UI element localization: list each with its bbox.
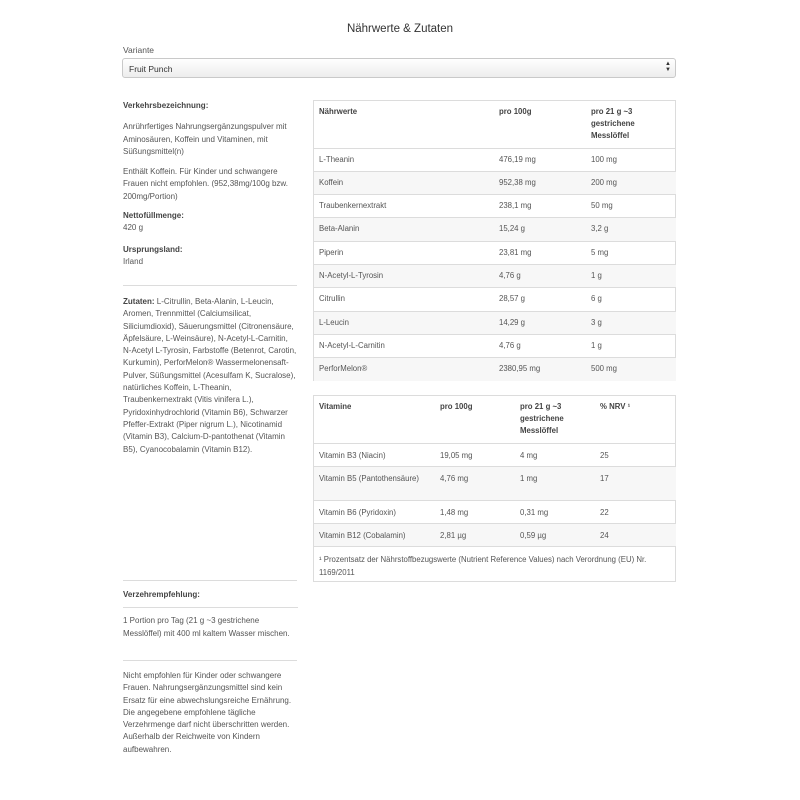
table-cell: L-Theanin [314, 148, 494, 171]
table-cell: Koffein [314, 171, 494, 194]
col-header: pro 100g [499, 107, 532, 116]
netto-value: 420 g [123, 223, 144, 233]
table-cell: Vitamin B5 (Pantothensäure) [314, 466, 435, 500]
table-cell: 25 [595, 443, 676, 466]
table-cell: 238,1 mg [494, 195, 586, 218]
table-cell: 952,38 mg [494, 171, 586, 194]
table-row [314, 218, 676, 241]
table-cell: 4,76 g [494, 334, 586, 357]
table-cell: Piperin [314, 241, 494, 264]
table-cell: 0,59 µg [515, 523, 595, 546]
vitamine-table [314, 395, 676, 583]
ursprung-value: Irland [123, 256, 144, 266]
table-cell: Beta-Alanin [314, 218, 494, 241]
hinweis-text: Nicht empfohlen für Kinder oder schwangere Frauen. Nahrungsergänzungsmittel sind kein Ersatz für eine abwechslungsreiche Ernährung. Die angegebene empfohlene tägliche Verzehrmenge darf nicht überschritten werden. Außerhalb der Reichweite von Kindern aufbewahren. [123, 671, 292, 754]
netto-heading: Nettofüllmenge: [123, 211, 184, 221]
table-cell: 2,81 µg [435, 523, 515, 546]
table-cell: 476,19 mg [494, 148, 586, 171]
table-cell: 22 [595, 500, 676, 523]
table-cell: Citrullin [314, 288, 494, 311]
table-cell: PerforMelon® [314, 358, 494, 381]
table-cell: 500 mg [586, 358, 676, 381]
table-cell: Traubenkernextrakt [314, 195, 494, 218]
product-info-column [123, 100, 298, 268]
table-cell: 4 mg [515, 443, 595, 466]
footnote-row [314, 546, 676, 583]
table-cell: 1 g [586, 334, 676, 357]
table-cell: N-Acetyl-L-Carnitin [314, 334, 494, 357]
table-row [314, 334, 676, 357]
table-cell: 19,05 mg [435, 443, 515, 466]
zutaten-heading: Zutaten: [123, 297, 155, 306]
table-cell: 3,2 g [586, 218, 676, 241]
table-cell: N-Acetyl-L-Tyrosin [314, 264, 494, 287]
zutaten-text: L-Citrullin, Beta-Alanin, L-Leucin, Aromen, Trennmittel (Calciumsilicat, Siliciumdioxid), Säuerungsmittel (Citronensäure, Äpfelsäure, L-Weinsäure), N-Acetyl-L-Carnitin, N-Acetyl L-Tyrosin, Farbstoffe (Betenrot, Carotin, Kurkumin), PerforMelon® Wassermelonensaft-Pulver, Süßungsmittel (Acesulfam K, Sucralose), natürliches Koffein, L-Theanin, Traubenkernextrakt (Vitis vinifera L.), Pyridoxinhydrochlorid (Vitamin B6), Schwarzer Pfeffer-Extrakt (Piper nigrum L.), Nicotinamid (Vitamin B3), Calcium-D-pantothenat (Vitamin B5), Cyanocobalamin (Vitamin B12). [123, 297, 297, 454]
variant-label: Variante [123, 45, 155, 55]
naehrwerte-table [314, 100, 676, 381]
table-row [314, 264, 676, 287]
select-arrows-icon: ▲ ▼ [665, 61, 671, 73]
table-header-row [314, 395, 676, 443]
ursprung-heading: Ursprungsland: [123, 244, 183, 254]
variant-select[interactable] [122, 58, 676, 78]
table-row [314, 466, 676, 500]
table-row [314, 148, 676, 171]
table-cell: Vitamin B3 (Niacin) [314, 443, 435, 466]
table-row [314, 500, 676, 523]
table-cell: L-Leucin [314, 311, 494, 334]
verzehr-block [123, 589, 298, 640]
table-cell: Vitamin B6 (Pyridoxin) [314, 500, 435, 523]
table-cell: 50 mg [586, 195, 676, 218]
table-row [314, 195, 676, 218]
table-row [314, 171, 676, 194]
col-header: pro 100g [440, 402, 473, 411]
table-cell: 3 g [586, 311, 676, 334]
hinweis-block [123, 670, 298, 756]
table-cell: 23,81 mg [494, 241, 586, 264]
table-cell: 5 mg [586, 241, 676, 264]
table-cell: 2380,95 mg [494, 358, 586, 381]
table-cell: 200 mg [586, 171, 676, 194]
table-cell: 0,31 mg [515, 500, 595, 523]
table-row [314, 241, 676, 264]
table-cell: 1,48 mg [435, 500, 515, 523]
zutaten-block [123, 296, 298, 456]
verzehr-text: 1 Portion pro Tag (21 g ~3 gestrichene Messlöffel) mit 400 ml kaltem Wasser mischen. [123, 616, 290, 638]
table-cell: 6 g [586, 288, 676, 311]
table-cell: 15,24 g [494, 218, 586, 241]
col-header: pro 21 g ~3 gestrichene Messlöffel [591, 107, 635, 140]
divider [123, 285, 297, 286]
table-cell: 28,57 g [494, 288, 586, 311]
table-cell: 14,29 g [494, 311, 586, 334]
footnote: ¹ Prozentsatz der Nährstoffbezugswerte (Nutrient Reference Values) nach Verordnung (EU) Nr. 1169/2011 [314, 546, 676, 583]
table-cell: 100 mg [586, 148, 676, 171]
page-title: Nährwerte & Zutaten [346, 23, 454, 35]
table-row [314, 358, 676, 381]
table-header-row [314, 100, 676, 148]
table-cell: 1 mg [515, 466, 595, 500]
col-header: Nährwerte [319, 107, 358, 116]
variant-selected-value: Fruit Punch [129, 64, 173, 74]
table-row [314, 523, 676, 546]
koffein-text: Enthält Koffein. Für Kinder und schwangere Frauen nicht empfohlen. (952,38mg/100g bzw. 200mg/Portion) [123, 167, 288, 201]
table-cell: 17 [595, 466, 676, 500]
col-header: % NRV ¹ [600, 402, 631, 411]
verkehrs-text: Anrührfertiges Nahrungsergänzungspulver mit Aminosäuren, Koffein und Vitaminen, mit Süßungsmittel(n) [123, 122, 287, 156]
divider [123, 660, 297, 661]
table-row [314, 443, 676, 466]
table-row [314, 288, 676, 311]
verzehr-heading: Verzehrempfehlung: [123, 590, 200, 599]
table-cell: 1 g [586, 264, 676, 287]
table-cell: 4,76 mg [435, 466, 515, 500]
table-cell: 4,76 g [494, 264, 586, 287]
table-row [314, 311, 676, 334]
divider [123, 580, 297, 581]
table-cell: Vitamin B12 (Cobalamin) [314, 523, 435, 546]
verkehrs-heading: Verkehrsbezeichnung: [123, 101, 209, 110]
table-cell: 24 [595, 523, 676, 546]
col-header: Vitamine [319, 402, 352, 411]
col-header: pro 21 g ~3 gestrichene Messlöffel [520, 402, 564, 435]
